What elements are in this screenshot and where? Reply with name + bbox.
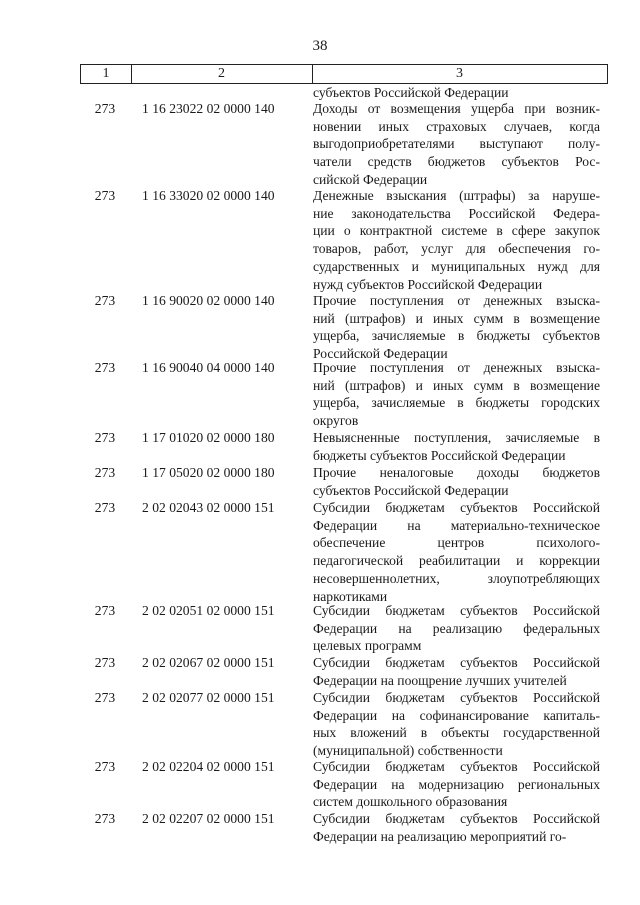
header-cell-2: 2 [131, 65, 313, 83]
row-name-line: Федерации на софинансирование капиталь- [313, 707, 600, 723]
row-name-line: чатели средств бюджетов субъектов Рос- [313, 154, 600, 170]
continued-text: субъектов Российской Федерации [313, 85, 509, 100]
row-kbk: 2 02 02077 02 0000 151 [142, 690, 275, 705]
row-name-line: ных вложений в объекты государственной [313, 725, 600, 741]
row-name [313, 499, 600, 605]
row-name-line: (муниципальной) собственности [313, 743, 503, 759]
row-code: 273 [94, 655, 116, 670]
row-code: 273 [94, 603, 116, 618]
row-code: 273 [94, 500, 116, 515]
row-kbk: 2 02 02051 02 0000 151 [142, 603, 275, 618]
row-name-line: ции о контрактной системе в сфере закупок [313, 223, 600, 239]
row-code: 273 [94, 811, 116, 826]
row-code: 273 [94, 465, 116, 480]
row-name-line: наркотиками [313, 588, 388, 604]
row-name-line: Субсидии бюджетам субъектов Российской [313, 603, 600, 618]
row-name [313, 464, 600, 499]
row-name-line: Субсидии бюджетам субъектов Российской [313, 500, 600, 515]
row-name-line: новении иных страховых случаев, когда [313, 118, 600, 134]
row-name [313, 100, 600, 189]
row-kbk: 1 16 90040 04 0000 140 [142, 360, 275, 375]
row-name-line: Субсидии бюджетам субъектов Российской [313, 690, 600, 705]
row-name [313, 187, 600, 293]
row-name-line: Доходы от возмещения ущерба при возник- [313, 101, 600, 116]
row-code: 273 [94, 430, 116, 445]
row-name-line: обеспечение центров психолого- [313, 535, 600, 551]
row-name-line: Субсидии бюджетам субъектов Российской [313, 759, 600, 774]
row-name-line: Федерации на материально-техническое [313, 517, 600, 533]
row-name-line: округов [313, 413, 359, 429]
row-name-line: Федерации на модернизацию региональных [313, 776, 600, 792]
row-name-line: целевых программ [313, 638, 422, 654]
row-name [313, 654, 600, 689]
row-kbk: 1 16 23022 02 0000 140 [142, 101, 275, 116]
row-name-line: Федерации на реализацию федеральных [313, 620, 600, 636]
row-name-line: ний (штрафов) и иных сумм в возмещение [313, 310, 600, 326]
row-name-line: ущерба, зачисляемые в бюджеты городских [313, 395, 600, 411]
row-name [313, 602, 600, 655]
row-kbk: 1 17 05020 02 0000 180 [142, 465, 275, 480]
row-kbk: 1 16 33020 02 0000 140 [142, 188, 275, 203]
row-name-line: систем дошкольного образования [313, 794, 508, 810]
header-cell-1: 1 [81, 65, 132, 83]
row-name-line: Прочие поступления от денежных взыска- [313, 360, 600, 375]
row-kbk: 1 17 01020 02 0000 180 [142, 430, 275, 445]
row-kbk: 1 16 90020 02 0000 140 [142, 293, 275, 308]
row-name-line: педагогической реабилитации и коррекции [313, 553, 600, 569]
row-name [313, 429, 600, 464]
row-name [313, 810, 600, 845]
row-code: 273 [94, 101, 116, 116]
row-kbk: 2 02 02204 02 0000 151 [142, 759, 275, 774]
row-code: 273 [94, 690, 116, 705]
row-name [313, 689, 600, 760]
row-kbk: 2 02 02067 02 0000 151 [142, 655, 275, 670]
row-name [313, 758, 600, 811]
row-code: 273 [94, 188, 116, 203]
row-name-line: Федерации на поощрение лучших учителей [313, 672, 567, 688]
row-name-line: Денежные взыскания (штрафы) за наруше- [313, 188, 600, 203]
row-name-line: ущерба, зачисляемые в бюджеты субъектов [313, 328, 600, 344]
row-name-line: Российской Федерации [313, 346, 448, 362]
row-name [313, 359, 600, 430]
row-code: 273 [94, 360, 116, 375]
page-number: 38 [312, 38, 328, 54]
row-name-line: Прочие поступления от денежных взыска- [313, 293, 600, 308]
row-kbk: 2 02 02207 02 0000 151 [142, 811, 275, 826]
row-name-line: сударственных и муниципальных нужд для [313, 258, 600, 274]
row-name-line: субъектов Российской Федерации [313, 482, 509, 498]
header-cell-3: 3 [456, 66, 463, 81]
table-header [80, 64, 608, 84]
row-name-line: нужд субъектов Российской Федерации [313, 276, 543, 292]
row-name-line: Прочие неналоговые доходы бюджетов [313, 465, 600, 480]
row-code: 273 [94, 293, 116, 308]
row-name-line: товаров, работ, услуг для обеспечения го- [313, 241, 600, 257]
row-name [313, 292, 600, 363]
row-kbk: 2 02 02043 02 0000 151 [142, 500, 275, 515]
row-name-line: бюджеты субъектов Российской Федерации [313, 447, 566, 463]
row-name-line: Невыясненные поступления, зачисляемые в [313, 430, 600, 445]
row-name-line: Субсидии бюджетам субъектов Российской [313, 655, 600, 670]
row-name-line: Субсидии бюджетам субъектов Российской [313, 811, 600, 826]
row-name-line: ние законодательства Российской Федера- [313, 205, 600, 221]
row-name-line: сийской Федерации [313, 171, 428, 187]
row-name-line: ний (штрафов) и иных сумм в возмещение [313, 377, 600, 393]
row-name-line: выгодоприобретателями выступают полу- [313, 136, 600, 152]
row-name-line: Федерации на реализацию мероприятий го- [313, 828, 567, 844]
row-code: 273 [94, 759, 116, 774]
row-name-line: несовершеннолетних, злоупотребляющих [313, 570, 600, 586]
